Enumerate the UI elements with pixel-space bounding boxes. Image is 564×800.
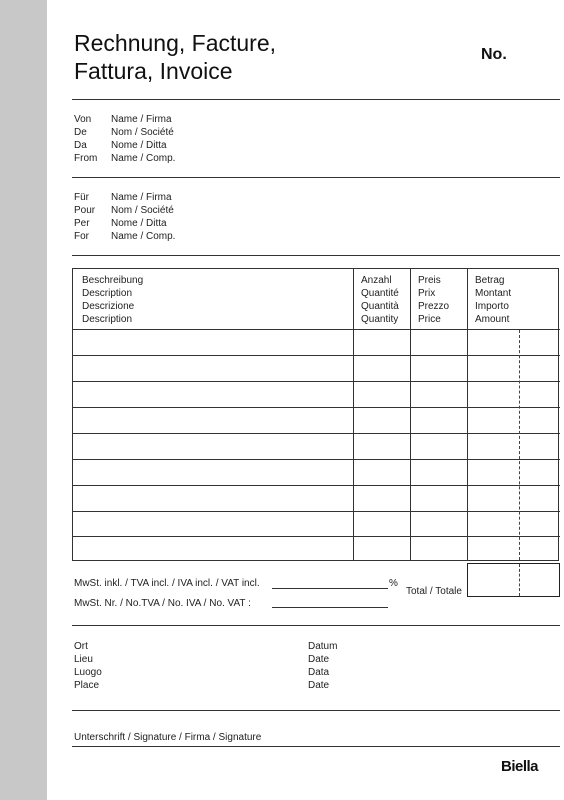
total-cents-divider [519, 564, 520, 596]
title-line-1: Rechnung, Facture, [74, 30, 277, 56]
table-row[interactable] [72, 381, 560, 382]
date-label: Datum [308, 641, 338, 652]
to-key: Per [74, 218, 90, 229]
title-line-2: Fattura, Invoice [74, 58, 233, 84]
total-label: Total / Totale [406, 586, 462, 597]
side-stripe [0, 0, 47, 800]
header-text: Description [82, 288, 133, 299]
table-row[interactable] [72, 407, 560, 408]
header-price [418, 274, 449, 326]
header-text: Beschreibung [82, 275, 144, 286]
to-key: For [74, 231, 89, 242]
header-text: Quantité [361, 288, 399, 299]
invoice-number-label: No. [481, 46, 507, 63]
header-text: Montant [475, 288, 512, 299]
from-value: Nom / Société [111, 127, 174, 138]
column-divider [353, 268, 354, 561]
header-text: Prezzo [418, 301, 450, 312]
invoice-title [74, 29, 276, 85]
from-key: De [74, 127, 87, 138]
column-divider [410, 268, 411, 561]
from-key: Von [74, 114, 92, 125]
header-text: Prix [418, 288, 436, 299]
header-text: Importo [475, 301, 509, 312]
header-text: Descrizione [82, 301, 135, 312]
percent-sign: % [389, 578, 398, 589]
divider [72, 99, 560, 100]
table-row[interactable] [72, 511, 560, 512]
table-row[interactable] [72, 536, 560, 537]
place-label: Ort [74, 641, 88, 652]
to-value: Name / Firma [111, 192, 172, 203]
header-text: Quantità [361, 301, 399, 312]
from-block [74, 113, 175, 165]
divider [72, 625, 560, 626]
brand-logo: Biella [501, 758, 539, 775]
divider [72, 710, 560, 711]
header-text: Quantity [361, 314, 399, 325]
header-text: Amount [475, 314, 510, 325]
vat-rate-line[interactable] [272, 588, 388, 589]
signature-line[interactable] [72, 746, 560, 747]
to-value: Nome / Ditta [111, 218, 167, 229]
date-label: Data [308, 667, 330, 678]
place-label: Place [74, 680, 100, 691]
divider [72, 255, 560, 256]
to-key: Pour [74, 205, 96, 216]
date-block [308, 640, 337, 692]
divider [72, 177, 560, 178]
date-label: Date [308, 680, 330, 691]
cents-divider [519, 330, 520, 560]
to-value: Nom / Société [111, 205, 174, 216]
column-divider [467, 268, 468, 561]
date-label: Date [308, 654, 330, 665]
header-text: Price [418, 314, 441, 325]
total-box[interactable] [467, 563, 560, 597]
from-key: Da [74, 140, 87, 151]
vat-included-label: MwSt. inkl. / TVA incl. / IVA incl. / VAT incl. [74, 578, 260, 589]
header-text: Betrag [475, 275, 505, 286]
header-text: Description [82, 314, 133, 325]
to-value: Name / Comp. [111, 231, 176, 242]
signature-label: Unterschrift / Signature / Firma / Signature [74, 732, 262, 743]
vat-number-label: MwSt. Nr. / No.TVA / No. IVA / No. VAT : [74, 598, 251, 609]
header-amount [475, 274, 511, 326]
table-row[interactable] [72, 355, 560, 356]
from-value: Name / Firma [111, 114, 172, 125]
from-value: Name / Comp. [111, 153, 176, 164]
header-text: Anzahl [361, 275, 392, 286]
table-row[interactable] [72, 459, 560, 460]
header-description [82, 274, 143, 326]
table-row[interactable] [72, 433, 560, 434]
place-block [74, 640, 102, 692]
table-row[interactable] [72, 485, 560, 486]
vat-number-line[interactable] [272, 607, 388, 608]
from-value: Nome / Ditta [111, 140, 167, 151]
table-row[interactable] [72, 329, 560, 330]
place-label: Lieu [74, 654, 93, 665]
from-key: From [74, 153, 98, 164]
to-block [74, 191, 175, 243]
to-key: Für [74, 192, 89, 203]
header-quantity [361, 274, 399, 326]
place-label: Luogo [74, 667, 102, 678]
header-text: Preis [418, 275, 441, 286]
